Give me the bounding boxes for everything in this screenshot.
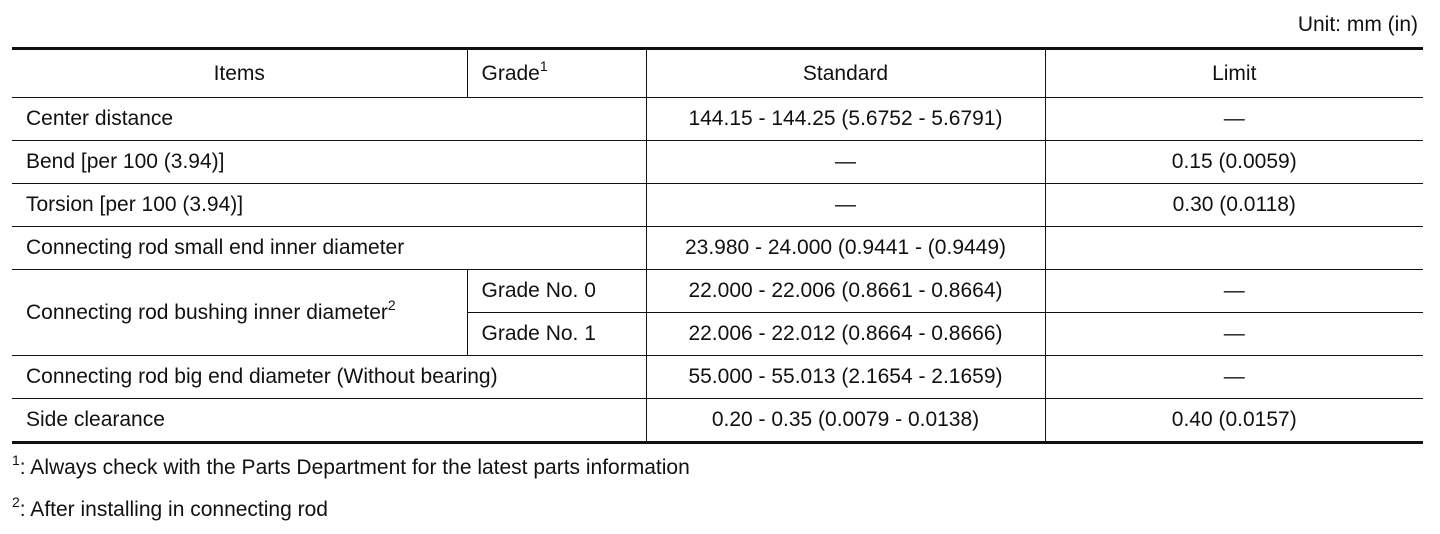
item-footnote-mark: 2: [387, 296, 396, 313]
item-cell: Bend [per 100 (3.94)]: [12, 141, 646, 184]
header-limit: Limit: [1045, 49, 1423, 98]
table-row: [12, 184, 1423, 227]
standard-cell: 23.980 - 24.000 (0.9441 - (0.9449): [646, 227, 1045, 270]
limit-cell: [1045, 227, 1423, 270]
limit-cell: 0.30 (0.0118): [1045, 184, 1423, 227]
table-row: [12, 270, 1423, 313]
connecting-rod-spec-table: [12, 47, 1423, 444]
limit-cell: 0.15 (0.0059): [1045, 141, 1423, 184]
standard-cell: 22.000 - 22.006 (0.8661 - 0.8664): [646, 270, 1045, 313]
item-cell: Connecting rod bushing inner diameter$^2$: [12, 270, 467, 356]
standard-cell: 0.20 - 0.35 (0.0079 - 0.0138): [646, 399, 1045, 443]
header-grade-footnote-mark: 1: [539, 57, 548, 74]
grade-cell: Grade No. 1: [467, 313, 646, 356]
header-grade: Grade$^1$: [467, 49, 646, 98]
table-row: [12, 399, 1423, 443]
table-row: [12, 227, 1423, 270]
standard-cell: —: [646, 184, 1045, 227]
item-cell: Center distance: [12, 98, 646, 141]
limit-cell: —: [1045, 313, 1423, 356]
header-row: [12, 49, 1423, 98]
limit-cell: 0.40 (0.0157): [1045, 399, 1423, 443]
table-row: [12, 356, 1423, 399]
grade-cell: Grade No. 0: [467, 270, 646, 313]
standard-cell: 22.006 - 22.012 (0.8664 - 0.8666): [646, 313, 1045, 356]
item-cell: Connecting rod small end inner diameter: [12, 227, 646, 270]
table-row: [12, 141, 1423, 184]
footnote-2-mark: 2: [12, 494, 20, 510]
standard-cell: 144.15 - 144.25 (5.6752 - 5.6791): [646, 98, 1045, 141]
item-cell: Torsion [per 100 (3.94)]: [12, 184, 646, 227]
footnote-1: [12, 452, 690, 481]
header-items: Items: [12, 49, 467, 98]
unit-label: Unit: mm (in): [1297, 13, 1418, 36]
item-cell: Connecting rod big end diameter (Without bearing): [12, 356, 646, 399]
limit-cell: —: [1045, 270, 1423, 313]
standard-cell: 55.000 - 55.013 (2.1654 - 2.1659): [646, 356, 1045, 399]
standard-cell: —: [646, 141, 1045, 184]
limit-cell: —: [1045, 98, 1423, 141]
footnote-2: [12, 494, 328, 523]
footnote-2-text: : After installing in connecting rod: [19, 498, 328, 521]
item-cell: Side clearance: [12, 399, 646, 443]
limit-cell: —: [1045, 356, 1423, 399]
table-row: [12, 98, 1423, 141]
header-standard: Standard: [646, 49, 1045, 98]
footnote-1-text: : Always check with the Parts Department for the latest parts information: [19, 456, 690, 479]
footnote-1-mark: 1: [12, 452, 20, 468]
